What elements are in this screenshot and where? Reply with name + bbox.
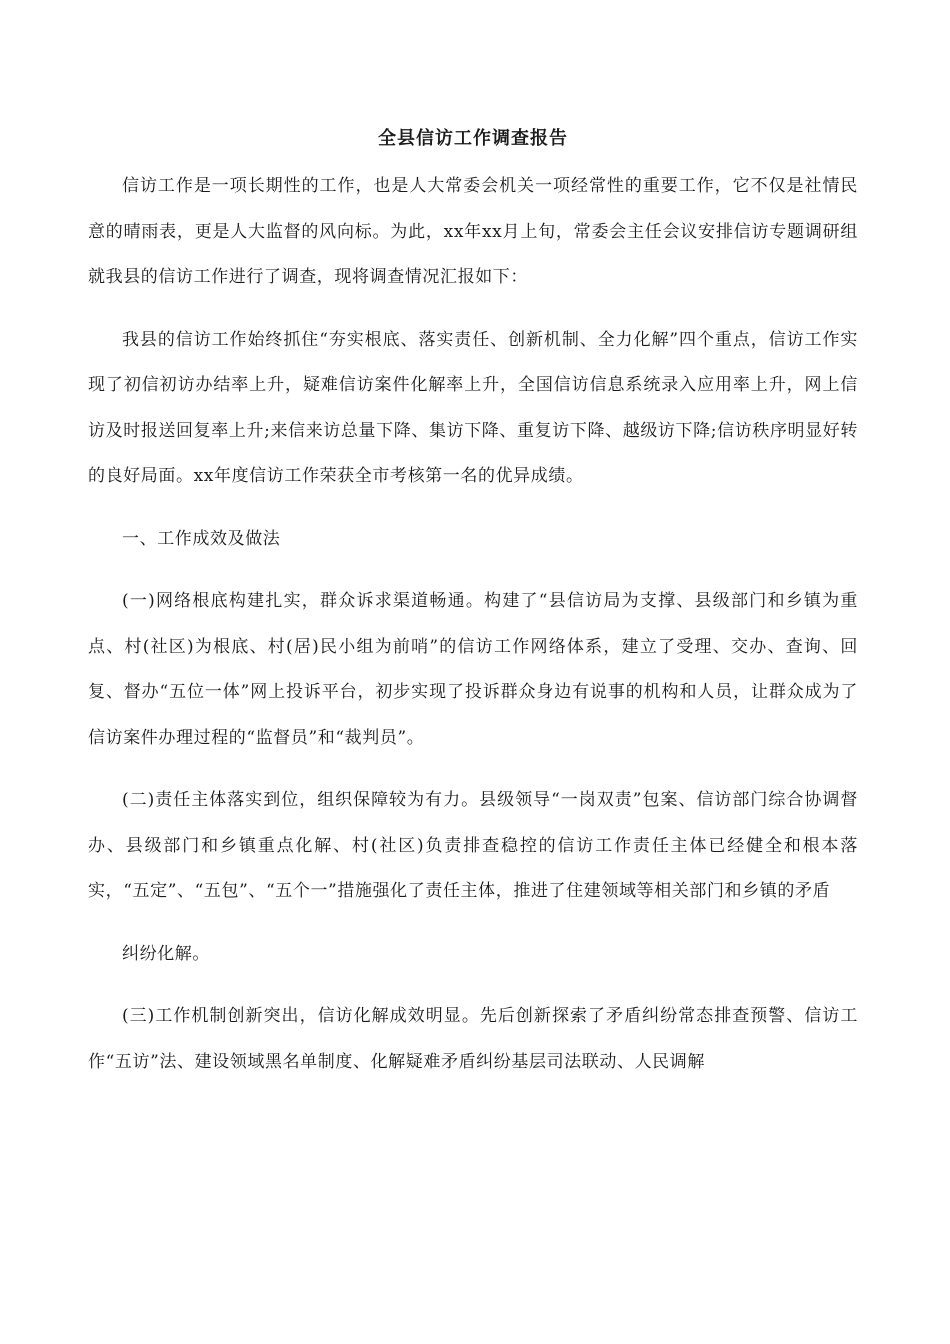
document-title: 全县信访工作调查报告 bbox=[378, 128, 568, 149]
paragraph-item-2: (二)责任主体落实到位，组织保障较为有力。县级领导“一岗双责”包案、信访部门综合协调督办、县级部门和乡镇重点化解、村(社区)负责排查稳控的信访工作责任主体已经健全和根本落实，“五定”、“五包”、“五个一”措施强化了责任主体，推进了住建领域等相关部门和乡镇的矛盾 bbox=[88, 790, 858, 901]
paragraph-item-2-continued: 纠纷化解。 bbox=[122, 943, 210, 964]
paragraph-intro: 信访工作是一项长期性的工作，也是人大常委会机关一项经常性的重要工作，它不仅是社情民意的晴雨表，更是人大监督的风向标。为此，xx年xx月上旬，常委会主任会议安排信访专题调研组就我县的信访工作进行了调查，现将调查情况汇报如下： bbox=[88, 176, 858, 287]
section-heading-1: 一、工作成效及做法 bbox=[122, 528, 281, 549]
paragraph-overview: 我县的信访工作始终抓住“夯实根底、落实责任、创新机制、全力化解”四个重点，信访工作实现了初信初访办结率上升，疑难信访案件化解率上升，全国信访信息系统录入应用率上升，网上信访及时报送回复率上升;来信来访总量下降、集访下降、重复访下降、越级访下降;信访秩序明显好转的良好局面。xx年度信访工作荣获全市考核第一名的优异成绩。 bbox=[88, 329, 858, 486]
paragraph-item-3: (三)工作机制创新突出，信访化解成效明显。先后创新探索了矛盾纠纷常态排查预警、信访工作“五访”法、建设领域黑名单制度、化解疑难矛盾纠纷基层司法联动、人民调解 bbox=[88, 1006, 858, 1072]
document-page bbox=[88, 112, 858, 1102]
paragraph-item-1: (一)网络根底构建扎实，群众诉求渠道畅通。构建了“县信访局为支撑、县级部门和乡镇为重点、村(社区)为根底、村(居)民小组为前哨”的信访工作网络体系，建立了受理、交办、查询、回复、督办“五位一体”网上投诉平台，初步实现了投诉群众身边有说事的机构和人员，让群众成为了信访案件办理过程的“监督员”和“裁判员”。 bbox=[88, 591, 858, 748]
